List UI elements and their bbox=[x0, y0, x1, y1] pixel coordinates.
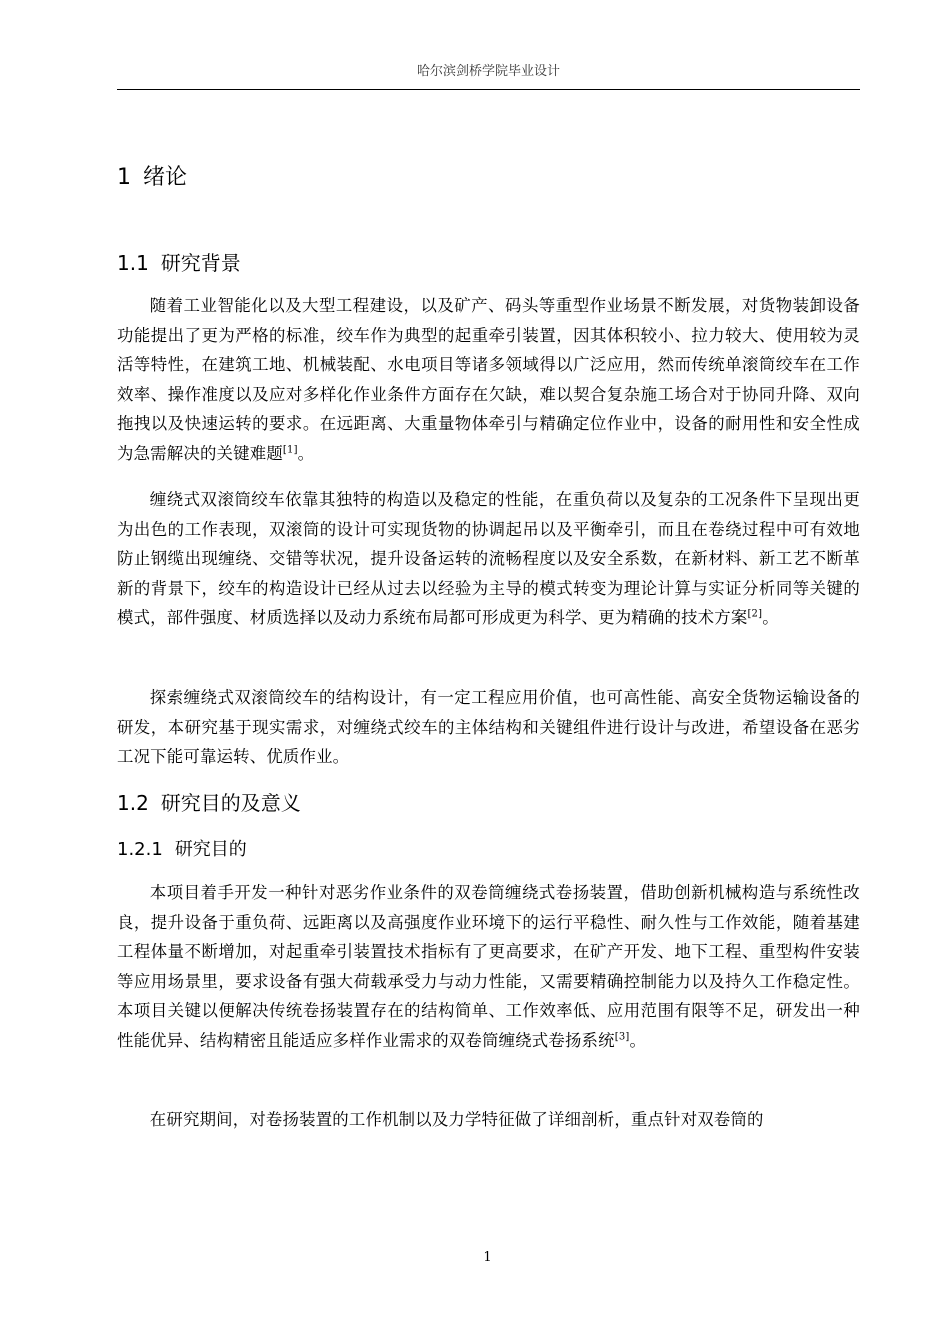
chapter-title: 绪论 bbox=[143, 165, 188, 190]
section-number: 1.1 bbox=[117, 251, 149, 275]
citation-ref: [2] bbox=[747, 608, 763, 620]
paragraph-background-1 bbox=[117, 291, 860, 468]
section-number: 1.2 bbox=[117, 791, 149, 815]
page-header bbox=[117, 62, 860, 90]
paragraph-text: 随着工业智能化以及大型工程建设，以及矿产、码头等重型作业场景不断发展，对货物装卸设备功能提出了更为严格的标准，绞车作为典型的起重牵引装置，因其体积较小、拉力较大、使用较为灵活等特性，在建筑工地、机械装配、水电项目等诸多领域得以广泛应用，然而传统单滚筒绞车在工作效率、操作准度以及应对多样化作业条件方面存在欠缺，难以契合复杂施工场合对于协同升降、双向拖拽以及快速运转的要求。在远距离、大重量物体牵引与精确定位作业中，设备的耐用性和安全性成为急需解决的关键难题 bbox=[117, 296, 860, 463]
subsection-number: 1.2.1 bbox=[117, 839, 163, 860]
chapter-heading bbox=[117, 162, 187, 194]
paragraph-end: 。 bbox=[629, 1030, 647, 1050]
section-title: 研究目的及意义 bbox=[160, 791, 301, 815]
section-heading-1-1 bbox=[117, 248, 241, 278]
section-heading-1-2 bbox=[117, 788, 301, 818]
paragraph-text: 探索缠绕式双滚筒绞车的结构设计，有一定工程应用价值，也可高性能、高安全货物运输设备的研发，本研究基于现实需求，对缠绕式绞车的主体结构和关键组件进行设计与改进，希望设备在恶劣工况下能可靠运转、优质作业。 bbox=[117, 688, 860, 766]
paragraph-text: 在研究期间，对卷扬装置的工作机制以及力学特征做了详细剖析，重点针对双卷筒的 bbox=[149, 1110, 764, 1129]
paragraph-purpose-2 bbox=[117, 1105, 860, 1135]
paragraph-end: 。 bbox=[762, 608, 779, 627]
citation-ref: [3] bbox=[614, 1031, 630, 1043]
paragraph-text: 缠绕式双滚筒绞车依靠其独特的构造以及稳定的性能，在重负荷以及复杂的工况条件下呈现出更为出色的工作表现，双滚筒的设计可实现货物的协调起吊以及平衡牵引，而且在卷绕过程中可有效地防止钢缆出现缠绕、交错等状况，提升设备运转的流畅程度以及安全系数，在新材料、新工艺不断革新的背景下，绞车的构造设计已经从过去以经验为主导的模式转变为理论计算与实证分析同等关键的模式，部件强度、材质选择以及动力系统布局都可形成更为科学、更为精确的技术方案 bbox=[117, 490, 860, 627]
paragraph-background-3 bbox=[117, 683, 860, 772]
subsection-title: 研究目的 bbox=[174, 839, 247, 860]
paragraph-background-2 bbox=[117, 485, 860, 633]
chapter-number: 1 bbox=[117, 165, 131, 190]
citation-ref: [1] bbox=[282, 444, 298, 456]
paragraph-purpose-1 bbox=[117, 878, 860, 1055]
header-title: 哈尔滨剑桥学院毕业设计 bbox=[416, 64, 560, 79]
subsection-heading-1-2-1 bbox=[117, 836, 247, 864]
page-number: 1 bbox=[483, 1250, 492, 1265]
paragraph-text: 本项目着手开发一种针对恶劣作业条件的双卷筒缠绕式卷扬装置，借助创新机械构造与系统性改良，提升设备于重负荷、远距离以及高强度作业环境下的运行平稳性、耐久性与工作效能，随着基建工程体量不断增加，对起重牵引装置技术指标有了更高要求，在矿产开发、地下工程、重型构件安装等应用场景里，要求设备有强大荷载承受力与动力性能，又需要精确控制能力以及持久工作稳定性。本项目关键以便解决传统卷扬装置存在的结构简单、工作效率低、应用范围有限等不足，研发出一种性能优异、结构精密且能适应多样作业需求的双卷筒缠绕式卷扬系统 bbox=[117, 883, 860, 1050]
paragraph-end: 。 bbox=[297, 443, 315, 463]
section-title: 研究背景 bbox=[160, 251, 241, 275]
